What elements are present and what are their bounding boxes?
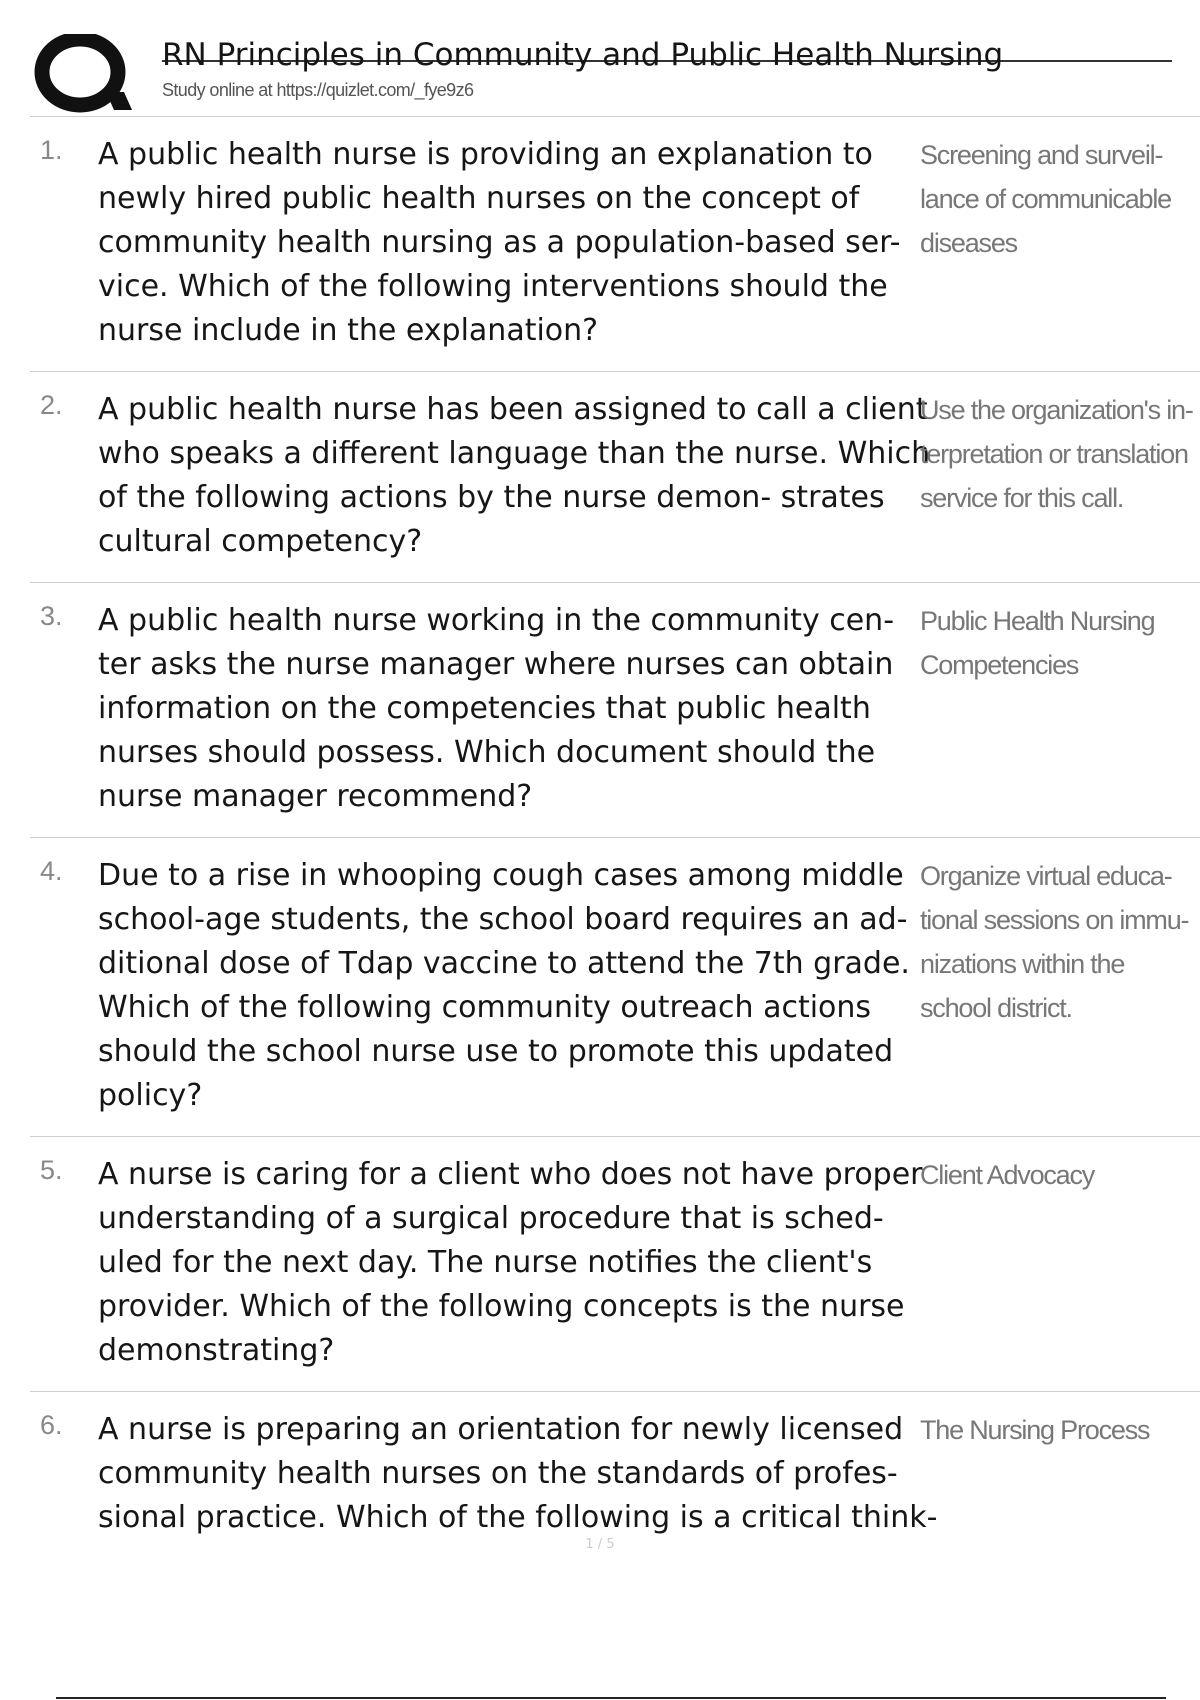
flashcard <box>30 582 1200 837</box>
footer-divider <box>56 1697 1166 1699</box>
page-header <box>30 30 1200 120</box>
study-url: Study online at https://quizlet.com/_fye9z6 <box>162 80 474 100</box>
page-number: 1 / 5 <box>585 1537 615 1552</box>
card-answer: Screening and surveil- lance of communicable diseases <box>920 140 1171 258</box>
flashcard <box>30 1391 1200 1558</box>
quizlet-logo-icon <box>32 34 142 114</box>
flashcard <box>30 1136 1200 1391</box>
card-number: 5. <box>40 1155 63 1185</box>
card-answer: Use the organization's in- terpretation or translation service for this call. <box>920 395 1193 513</box>
card-question: A nurse is preparing an orientation for newly licensed community health nurses on the standards of profes- sional practice. Which of the following is a critical think- <box>98 1412 938 1535</box>
flashcard <box>30 116 1200 371</box>
card-answer: The Nursing Process <box>920 1415 1150 1445</box>
card-number: 1. <box>40 135 63 165</box>
card-number: 3. <box>40 601 63 631</box>
card-question: A public health nurse has been assigned to call a client who speaks a different language than the nurse. Which of the following actions by the nurse demon- strates cultural competency? <box>98 392 931 559</box>
card-number: 2. <box>40 390 63 420</box>
flashcard <box>30 837 1200 1136</box>
flashcard-list <box>30 116 1200 1558</box>
card-answer: Public Health Nursing Competencies <box>920 606 1155 680</box>
card-question: A public health nurse is providing an explanation to newly hired public health nurses on the concept of community health nursing as a population-based ser- vice. Which of the following interventions should the nurse include in the explanation? <box>98 137 901 348</box>
card-question: Due to a rise in whooping cough cases among middle school-age students, the school board requires an ad- ditional dose of Tdap vaccine to attend the 7th grade. Which of the following community outreach actions should the school nurse use to promote this updated policy? <box>98 858 910 1113</box>
card-question: A public health nurse working in the community cen- ter asks the nurse manager where nurses can obtain information on the competencies that public health nurses should possess. Which document should the nurse manager recommend? <box>98 603 895 814</box>
card-answer: Organize virtual educa- tional sessions on immu- nizations within the school district. <box>920 861 1189 1023</box>
card-number: 4. <box>40 856 63 886</box>
card-number: 6. <box>40 1410 63 1440</box>
card-question: A nurse is caring for a client who does not have proper understanding of a surgical procedure that is sched- uled for the next day. The nurse notifies the client's provider. Which of the following concepts is the nurse demonstrating? <box>98 1157 923 1368</box>
card-answer: Client Advocacy <box>920 1160 1095 1190</box>
page-title: RN Principles in Community and Public Health Nursing <box>162 35 1172 62</box>
flashcard <box>30 371 1200 582</box>
